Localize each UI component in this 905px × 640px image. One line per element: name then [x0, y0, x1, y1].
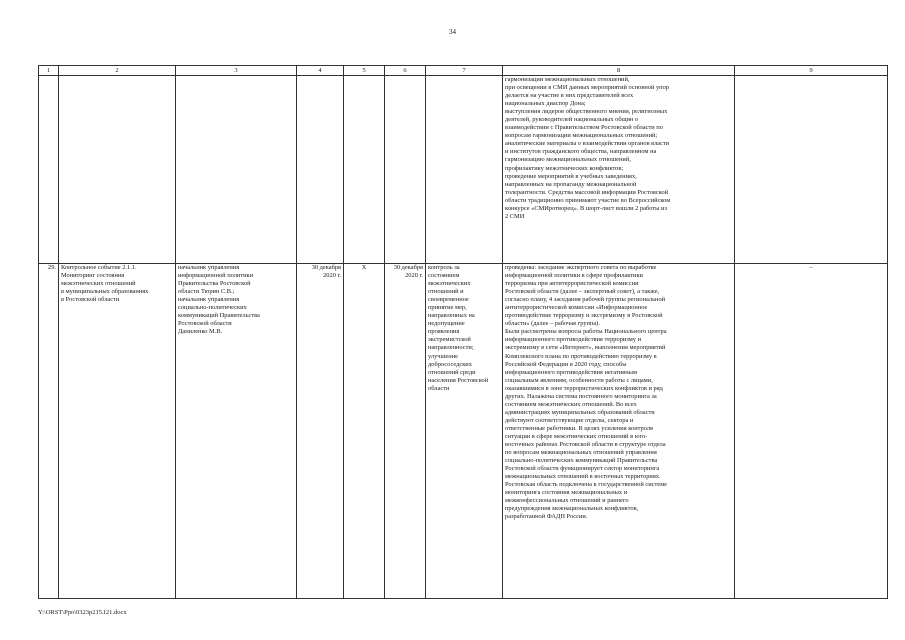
report-table [38, 65, 888, 599]
text-line: межэтнических отношений [61, 280, 136, 288]
text-line: проявления [428, 328, 460, 336]
text-line: оказавшимися в зоне террористических конфликтов и ряд [505, 384, 663, 392]
text-line: гармонизацию межнациональных отношений, [505, 156, 631, 164]
header-row [39, 66, 888, 76]
text-line: принятие мер, [428, 304, 467, 312]
text-line: гармонизации межнациональных отношений, [505, 76, 630, 83]
text-line: области традиционно принимают участие во Всероссийском [505, 196, 671, 204]
table-cell [176, 76, 297, 264]
planned-date-cell [297, 264, 344, 599]
table-cell [385, 76, 426, 264]
text-line: согласно плану, 4 заседания рабочей группы региональной [505, 296, 666, 304]
text-line: проведены: заседание экспертного совета по выработке [505, 264, 657, 271]
text-line: предупреждения межнациональных конфликтов, [505, 505, 639, 513]
text-line: вопросам гармонизации межнациональных отношений; [505, 132, 658, 140]
text-line: антитеррористической комиссии «Информационное [505, 304, 648, 312]
header-cell: 1 [39, 66, 59, 76]
table-cell [735, 76, 888, 264]
text-line: 2 СМИ [505, 212, 525, 220]
text-line: 2020 г. [405, 272, 423, 280]
text-line: Ростовской области [178, 320, 232, 328]
text-line: области Тюрин С.В.; [178, 288, 235, 296]
text-line: межэтнических [428, 280, 471, 288]
header-cell: 3 [176, 66, 297, 76]
text-line: контроль за [428, 264, 460, 271]
file-path-footer: Y:\ORST\Ppo\0323p215.f21.docx [38, 609, 127, 616]
text-line: информационного противодействия терроризму и [505, 336, 641, 344]
text-line: социальным явлениям, особенности работы с лицами, [505, 376, 653, 384]
text-line: Ростовской области (далее – экспертный совет), а также, [505, 288, 660, 296]
page-number: 34 [449, 28, 456, 36]
text-line: делается на участие в них представителей всех [505, 92, 634, 100]
text-line: ответственные работники. В целях усиления контроля [505, 424, 653, 432]
text-line: аналитические материалы о взаимодействии органов власти [505, 140, 670, 148]
text-line: межконфессиональных отношений и раннего [505, 497, 629, 505]
text-line: улучшение [428, 352, 458, 360]
table-cell [297, 76, 344, 264]
done-cell [503, 264, 735, 599]
table-cell [426, 76, 503, 264]
continuation-row [39, 76, 888, 264]
text-line: администрациях муниципальных образований области [505, 408, 655, 416]
text-line: и институтов гражданского общества, направленном на [505, 148, 657, 156]
text-line: добрососедских [428, 360, 472, 368]
text-line: в муниципальных образованиях [61, 288, 149, 296]
text-line: в Ростовской области [61, 296, 120, 304]
text-line: отношений среди [428, 368, 476, 376]
table-cell [39, 76, 59, 264]
table-cell [59, 76, 176, 264]
table-row-29 [39, 264, 888, 599]
expected-result-cell [426, 264, 503, 599]
text-line: Контрольное событие 2.1.1. [61, 264, 137, 271]
header-cell: 9 [735, 66, 888, 76]
text-line: межнациональных отношений в восточных территориях. [505, 473, 661, 481]
text-line: коммуникаций Правительства [178, 312, 260, 320]
text-line: 2020 г. [323, 272, 341, 280]
text-line: социально-политических [178, 304, 247, 312]
x-mark-cell: Х [344, 264, 385, 599]
text-line: направленных на [428, 312, 475, 320]
text-line: Российской Федерации в 2020 году, способы [505, 360, 627, 368]
text-line: состоянием межэтнических отношений. Во всех [505, 400, 637, 408]
text-line: экстремизму в сети «Интернет», выполнения мероприятий [505, 344, 666, 352]
text-line: 30 декабря [393, 264, 423, 271]
row-number: 29. [39, 264, 59, 599]
header-cell: 5 [344, 66, 385, 76]
text-line: области» (далее – рабочая группа). [505, 320, 600, 328]
text-line: терроризма при антитеррористической комиссии [505, 280, 639, 288]
notes-cell: – [735, 264, 888, 599]
text-line: Даниленко М.В. [178, 328, 223, 336]
text-line: противодействие терроризму и экстремизму в Ростовской [505, 312, 663, 320]
text-line: направленности; [428, 344, 474, 352]
text-line: деятелей, руководителей национальных общин о [505, 116, 639, 124]
text-line: информационной политики [178, 272, 254, 280]
text-line: социально-политических коммуникаций Правительства [505, 457, 658, 465]
text-line: действуют соответствующие отделы, сектора и [505, 416, 634, 424]
text-line: других. Налажена система постоянного мониторинга за [505, 392, 657, 400]
text-line: выступления лидеров общественного мнения, религиозных [505, 108, 668, 116]
text-line: недопущение [428, 320, 465, 328]
text-line: при освещении в СМИ данных мероприятий основной упор [505, 84, 669, 92]
text-line: начальник управления [178, 296, 240, 304]
text-line: информационного противодействия негативным [505, 368, 638, 376]
text-line: своевременное [428, 296, 469, 304]
table-cell [344, 76, 385, 264]
header-cell: 8 [503, 66, 735, 76]
text-line: национальных диаспор Дона; [505, 100, 586, 108]
text-line: мониторинга состояния межнациональных и [505, 489, 628, 497]
actual-date-cell [385, 264, 426, 599]
text-line: 30 декабря [311, 264, 341, 271]
text-line: Мониторинг состояния [61, 272, 125, 280]
text-line: информационной политики в сфере профилактики [505, 272, 643, 280]
continuation-text-cell [503, 76, 735, 264]
text-line: толерантности. Средства массовой информации Ростовской [505, 188, 669, 196]
text-line: восточных районах Ростовской области в структуре отдела [505, 441, 666, 449]
text-line: населения Ростовской [428, 376, 489, 384]
text-line: Ростовская область подключена к государственной системе [505, 481, 668, 489]
text-line: состоянием [428, 272, 460, 280]
text-line: начальник управления [178, 264, 240, 271]
text-line: ситуации в сфере межэтнических отношений в юго- [505, 432, 648, 440]
text-line: по вопросам межнациональных отношений управления [505, 449, 657, 457]
text-line: конкурсе «СМИротворец». В шорт-лист вошли 2 работы из [505, 204, 667, 212]
text-line: разработанной ФАДН России. [505, 513, 588, 521]
header-cell: 2 [59, 66, 176, 76]
text-line: отношений и [428, 288, 464, 296]
text-line: экстремистской [428, 336, 471, 344]
text-line: области [428, 384, 450, 392]
text-line: направленных на пропаганду межнациональной [505, 180, 637, 188]
header-cell: 4 [297, 66, 344, 76]
text-line: Комплексного плана по противодействию терроризму в [505, 352, 657, 360]
text-line: профилактику межэтнических конфликтов; [505, 164, 624, 172]
text-line: взаимодействии с Правительством Ростовской области по [505, 124, 663, 132]
header-cell: 7 [426, 66, 503, 76]
header-cell: 6 [385, 66, 426, 76]
responsible-cell [176, 264, 297, 599]
text-line: проведение мероприятий в учебных заведениях, [505, 172, 637, 180]
event-cell [59, 264, 176, 599]
text-line: Были рассмотрены вопросы работы Национального центра [505, 328, 667, 336]
text-line: Правительства Ростовской [178, 280, 251, 288]
text-line: Ростовской области функционирует сектор мониторинга [505, 465, 660, 473]
